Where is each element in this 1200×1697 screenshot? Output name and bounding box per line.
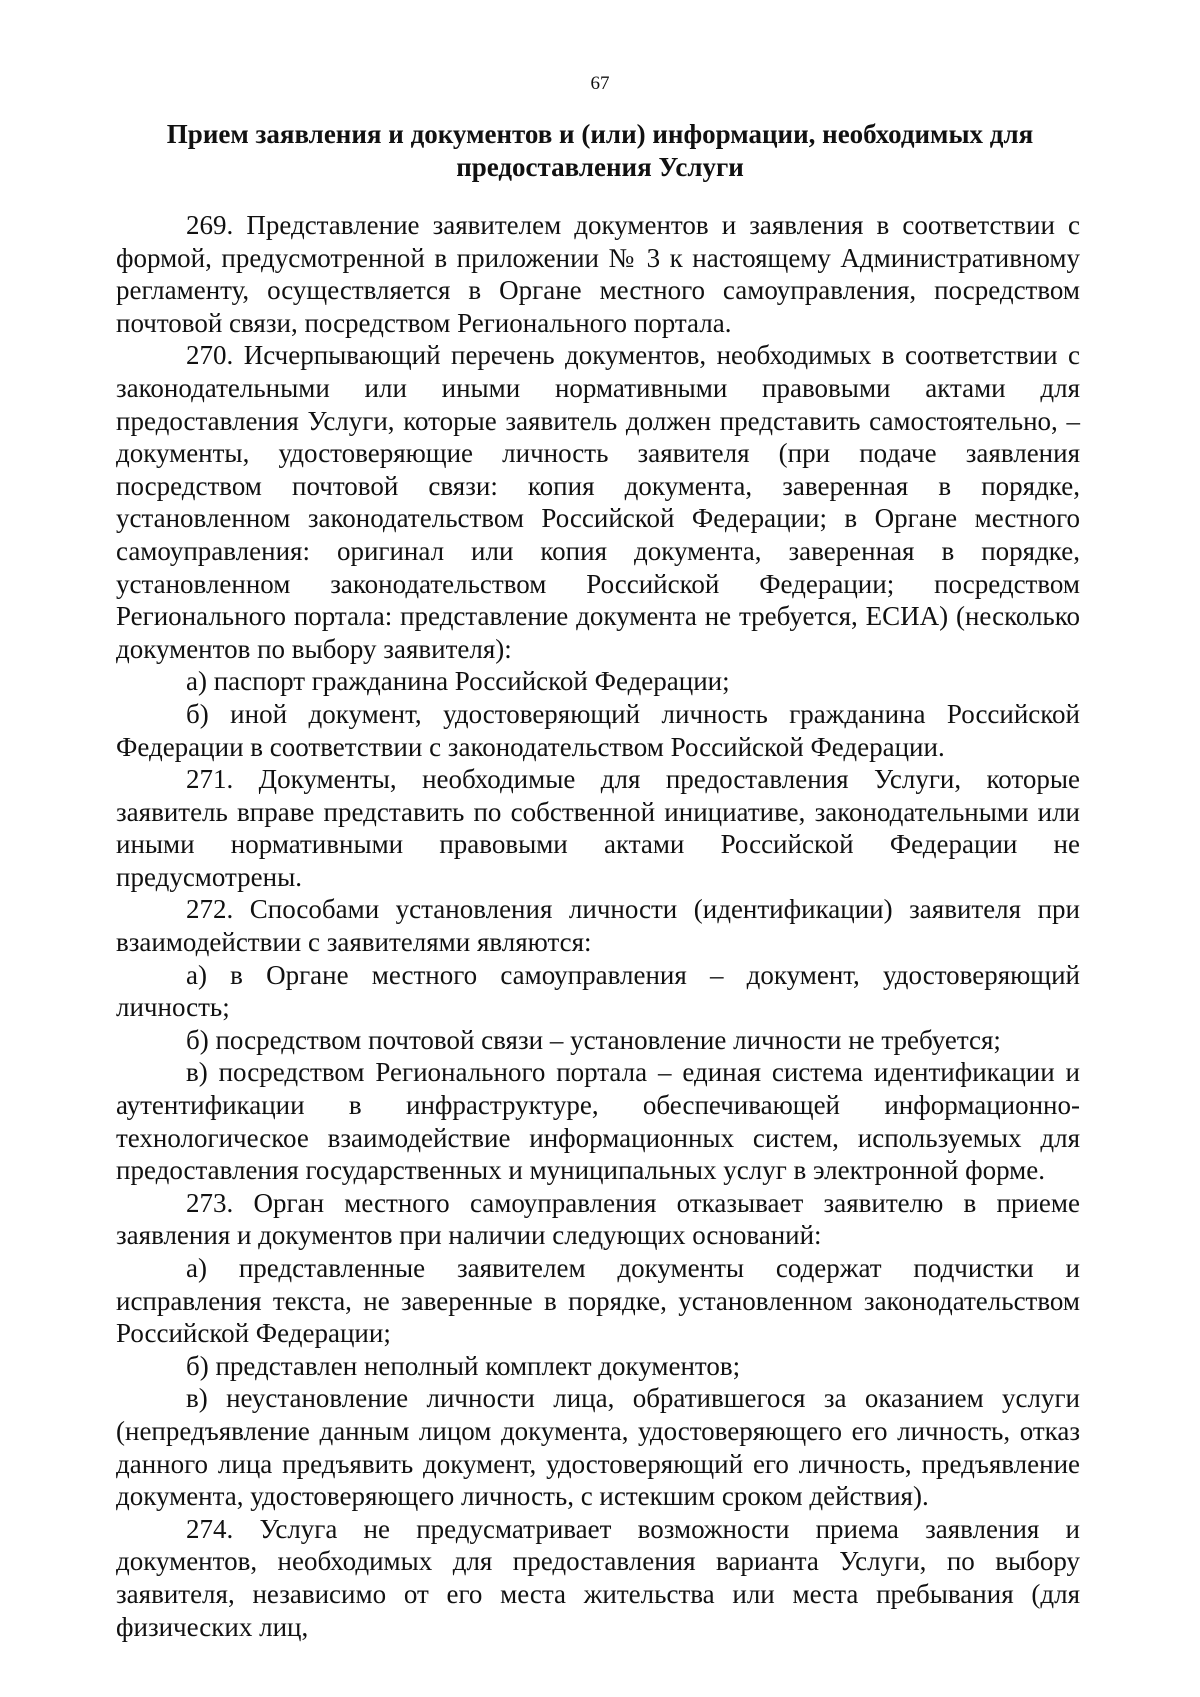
paragraph-272-item-a: а) в Органе местного самоуправления – документ, удостоверяющий личность; <box>116 959 1080 1023</box>
paragraph-273: 273. Орган местного самоуправления отказывает заявителю в приеме заявления и документов при наличии следующих оснований: <box>116 1187 1080 1251</box>
section-heading-line-2: предоставления Услуги <box>456 152 744 182</box>
paragraph-272-item-b: б) посредством почтовой связи – установление личности не требуется; <box>186 1024 1001 1055</box>
paragraph-270-item-b: б) иной документ, удостоверяющий личность гражданина Российской Федерации в соответствии с законодательством Российской Федерации. <box>116 698 1080 762</box>
paragraph-273-item-b: б) представлен неполный комплект документов; <box>186 1350 741 1381</box>
page-number: 67 <box>590 73 610 94</box>
document-body <box>116 209 1080 1643</box>
paragraph-273-item-c: в) неустановление личности лица, обратившегося за оказанием услуги (непредъявление данным лицом документа, удостоверяющего его личность, отказ данного лица предъявить документ, удостоверяющий его личность, предъявление документа, удостоверяющего личность, с истекшим сроком действия). <box>116 1383 1080 1512</box>
paragraph-270: 270. Исчерпывающий перечень документов, необходимых в соответствии с законодательными или иными нормативными правовыми актами для предоставления Услуги, которые заявитель должен представить самостоятельно, – документы, удостоверяющие личность заявителя (при подаче заявления посредством почтовой связи: копия документа, заверенная в порядке, установленном законодательством Российской Федерации; в Органе местного самоуправления: оригинал или копия документа, заверенная в порядке, установленном законодательством Российской Федерации; посредством Регионального портала: представление документа не требуется, ЕСИА) (несколько документов по выбору заявителя): <box>116 340 1080 664</box>
section-heading <box>118 118 1082 184</box>
paragraph-274: 274. Услуга не предусматривает возможности приема заявления и документов, необходимых для предоставления варианта Услуги, по выбору заявителя, независимо от его места жительства или места пребывания (для физических лиц, <box>116 1513 1080 1642</box>
paragraph-271: 271. Документы, необходимые для предоставления Услуги, которые заявитель вправе представить по собственной инициативе, законодательными или иными нормативными правовыми актами Российской Федерации не предусмотрены. <box>116 764 1080 892</box>
paragraph-270-item-a: а) паспорт гражданина Российской Федерации; <box>186 666 730 697</box>
paragraph-272: 272. Способами установления личности (идентификации) заявителя при взаимодействии с заявителями являются: <box>116 894 1080 958</box>
paragraph-273-item-a: а) представленные заявителем документы содержат подчистки и исправления текста, не заверенные в порядке, установленном законодательством Российской Федерации; <box>116 1253 1080 1349</box>
paragraph-272-item-c: в) посредством Регионального портала – единая система идентификации и аутентификации в инфраструктуре, обеспечивающей информационно-технологическое взаимодействие информационных систем, используемых для предоставления государственных и муниципальных услуг в электронной форме. <box>116 1057 1080 1186</box>
section-heading-line-1: Прием заявления и документов и (или) информации, необходимых для <box>166 119 1034 149</box>
paragraph-269: 269. Представление заявителем документов и заявления в соответствии с формой, предусмотренной в приложении № 3 к настоящему Административному регламенту, осуществляется в Органе местного самоуправления, посредством почтовой связи, посредством Регионального портала. <box>116 210 1080 338</box>
